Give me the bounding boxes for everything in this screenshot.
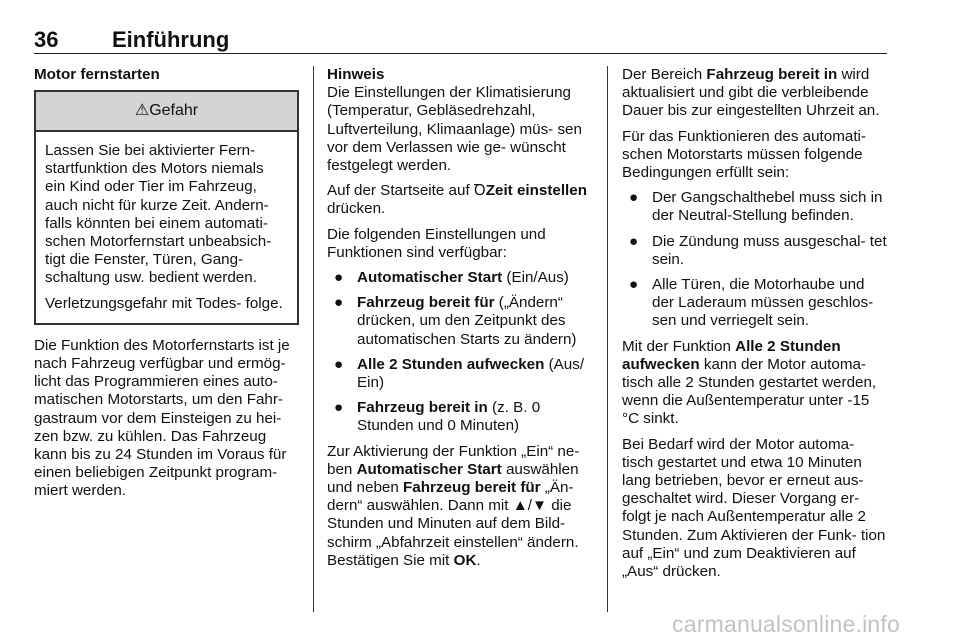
menu-item-name: Fahrzeug bereit in [706,66,838,83]
menu-item-name: Alle 2 Stunden aufwecken [622,337,841,373]
list-item [622,276,887,331]
item-label: Fahrzeug bereit für [357,294,495,312]
item-text: („Ändern“ drücken, um den Zeitpunkt des automatischen Starts zu ändern) [357,294,577,348]
text-run: „Än- dern“ auswählen. Dann mit ▲/▼ die Stunden und Minuten auf dem Bild- schirm „Abfahrzeit einstellen“ ändern. Bestätigen Sie mit [327,479,579,569]
column-2 [327,66,592,577]
text-run: Der Bereich [622,66,707,83]
text-run: kann der Motor automa- tisch alle 2 Stunden gestartet werden, wenn die Außentemperatur unter -15 °C sinkt. [622,355,877,428]
item-label: Alle 2 Stunden aufwecken [357,355,545,373]
menu-item-name: Fahrzeug bereit für [403,479,541,497]
danger-consequence: Verletzungsgefahr mit Todes- folge. [45,294,283,312]
list-item [327,269,592,287]
bullet-icon: ● [334,355,344,373]
activation-paragraph [327,443,592,570]
item-text: (z. B. 0 Stunden und 0 Minuten) [357,399,541,435]
danger-title: Gefahr [149,102,199,119]
danger-text: Lassen Sie bei aktivierter Fern- startfunktion des Motors niemals ein Kind oder Tier im Fahrzeug, auch nicht für kurze Zeit. Andern- falls könnten bei einem automati- schen Motorfernstart unbeabsich- tigt die Fenster, Türen, Gang- schaltung usw. bedient werden. [45,142,272,287]
column-divider-1 [313,66,314,612]
clock-icon: Ꝺ [473,182,486,200]
text-run: Zur Aktivierung der Funktion „Ein“ ne- ben [327,442,580,478]
item-text: (Aus/ Ein) [357,355,585,392]
list-item [622,233,887,269]
watermark: carmanualsonline.info [672,611,900,637]
bullet-icon: ● [629,189,639,207]
bullet-icon: ● [629,276,639,294]
danger-body [36,132,297,323]
list-item [622,189,887,225]
item-text: Der Gangschalthebel muss sich in der Neutral-Stellung befinden. [652,189,883,225]
conditions-list [622,189,887,330]
list-item [327,356,592,392]
text-run: . [476,551,481,569]
bullet-icon: ● [629,232,639,250]
wakeup-paragraph [622,338,887,429]
ready-in-paragraph [622,66,887,121]
text-run: auswählen und neben [327,460,579,497]
column-1 [34,66,299,508]
text-run: Auf der Startseite auf [327,182,474,200]
column-divider-2 [607,66,608,612]
list-item [327,294,592,349]
bullet-icon: ● [334,399,344,417]
page-header [34,27,887,54]
startpage-instruction [327,182,592,218]
note-title: Hinweis [327,66,385,83]
settings-list [327,269,592,436]
menu-item-name: Zeit einstellen [485,182,587,200]
item-text: Die Zündung muss ausgeschal- tet sein. [652,232,887,268]
text-run: Mit der Funktion [622,337,736,355]
conditions-intro: Für das Funktionieren des automati- schen Motorstarts müssen folgende Bedingungen erfüllt sein: [622,127,866,182]
settings-intro: Die folgenden Einstellungen und Funktionen sind verfügbar: [327,225,546,261]
bullet-icon: ● [334,294,344,312]
note-text: Die Einstellungen der Klimatisierung (Temperatur, Gebläsedrehzahl, Luftverteilung, Klimaanlage) müs- sen vor dem Verlassen wie ge- wünscht festgelegt werden. [327,84,582,175]
item-label: Fahrzeug bereit in [357,399,488,417]
item-label: Automatischer Start [357,269,503,287]
danger-box [34,90,299,325]
list-item [327,399,592,435]
ok-label: OK [453,551,477,569]
item-text: (Ein/Aus) [502,269,569,287]
intro-paragraph: Die Funktion des Motorfernstarts ist je nach Fahrzeug verfügbar und ermög- licht das Programmieren eines auto- matischen Motorstarts, um den Fahr- gastraum vor dem Einsteigen zu hei- zen bzw. zu kühlen. Das Fahrzeug kann bis zu 24 Stunden im Voraus für einen beliebigen Zeitpunkt program- miert werden. [34,336,290,500]
operation-paragraph: Bei Bedarf wird der Motor automa- tisch gestartet und etwa 10 Minuten lang betrieben, bevor er erneut aus- geschaltet wird. Dieser Vorgang er- folgt je nach Außentemperatur alle 2 Stunden. Zum Aktivieren der Funk- tion auf „Ein“ und zum Deaktivieren auf „Aus“ drücken. [622,435,886,581]
column-3 [622,66,887,588]
section-title: Motor fernstarten [34,66,160,83]
page-number: 36 [34,27,59,52]
page-title: Einführung [112,27,230,52]
danger-header [36,92,297,132]
item-text: Alle Türen, die Motorhaube und der Laderaum müssen geschlos- sen und verriegelt sein. [652,276,874,330]
menu-item-name: Automatischer Start [356,460,502,478]
text-run: wird aktualisiert und gibt die verbleibende Dauer bis zur eingestellten Uhrzeit an. [622,66,880,120]
text-run: drücken. [327,200,386,218]
bullet-icon: ● [334,269,344,287]
warning-triangle-icon: ⚠ [134,102,150,119]
